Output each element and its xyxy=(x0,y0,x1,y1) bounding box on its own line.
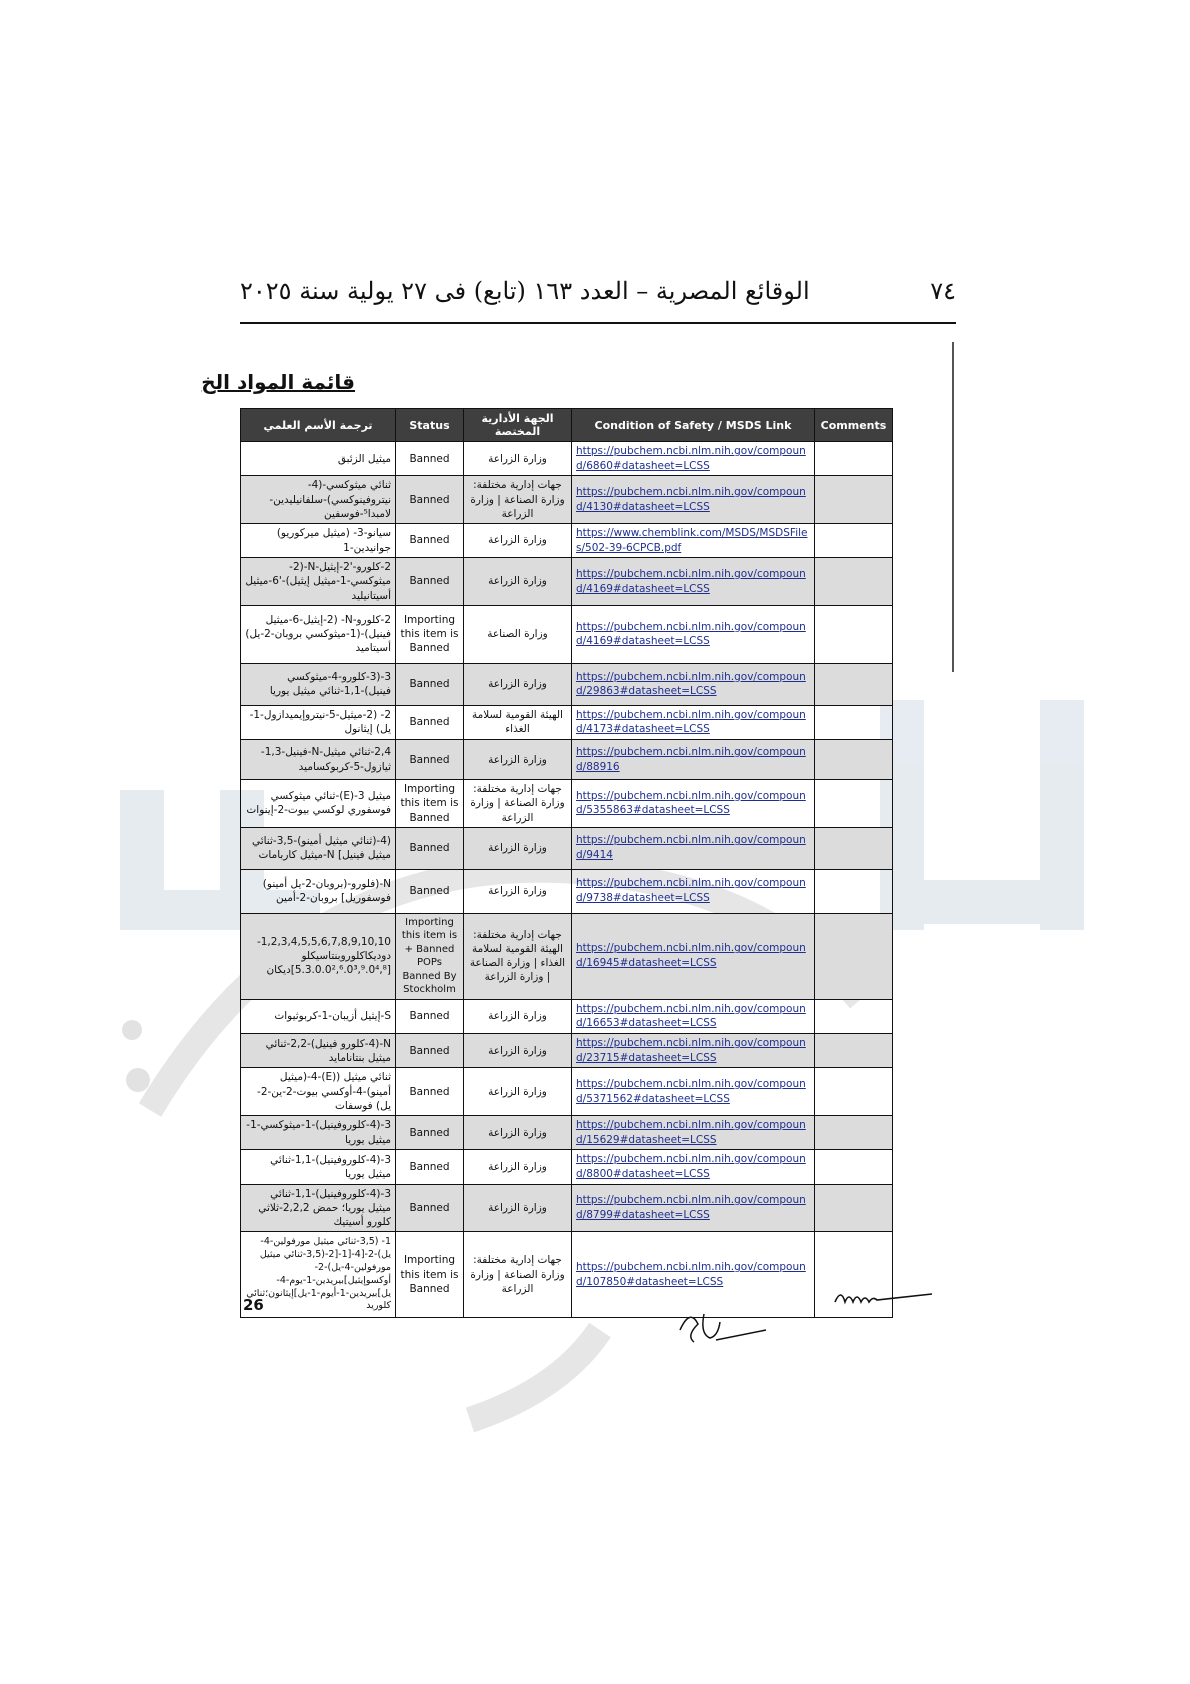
cell-sci-name: ميثيل 3-(E)-ثنائي ميثوكسي فوسفوري لوكسي بيوت-2-إينوات xyxy=(241,780,396,828)
cell-authority: جهات إدارية مختلفة: وزارة الصناعة | وزارة الزراعة xyxy=(464,1232,572,1318)
cell-sci-name: 2,4-ثنائي ميثيل-N-فينيل-1,3-ثيازول-5-كربوكساميد xyxy=(241,740,396,780)
table-row xyxy=(241,780,893,828)
cell-status: Banned xyxy=(396,827,464,869)
cell-comments xyxy=(815,1150,893,1184)
cell-status: Banned xyxy=(396,740,464,780)
cell-authority: جهات إدارية مختلفة: الهيئة القومية لسلامة الغذاء | وزارة الصناعة | وزارة الزراعة xyxy=(464,913,572,999)
table-row xyxy=(241,558,893,606)
cell-status: Banned xyxy=(396,523,464,557)
cell-status: Banned xyxy=(396,1150,464,1184)
cell-sci-name: 3-(3-كلورو-4-ميثوكسي فينيل)-1,1-ثنائي ميثيل يوريا xyxy=(241,663,396,705)
cell-status: Banned xyxy=(396,558,464,606)
cell-comments xyxy=(815,827,893,869)
scan-edge xyxy=(952,342,954,672)
cell-authority: الهيئة القومية لسلامة الغذاء xyxy=(464,705,572,739)
cell-sci-name: N-(فلورو-(بروبان-2-يل أمينو) فوسفوريل] بروبان-2-أمين xyxy=(241,869,396,913)
table-row xyxy=(241,827,893,869)
cell-authority: وزارة الزراعة xyxy=(464,827,572,869)
col-header-comments: Comments xyxy=(815,409,893,442)
table-row xyxy=(241,999,893,1033)
cell-comments xyxy=(815,663,893,705)
cell-status: Importing this item is Banned xyxy=(396,1232,464,1318)
cell-sci-name: 2-كلورو-N- (2-إيثيل-6-ميثيل فينيل)-(1-ميثوكسي بروبان-2-يل) أسيتاميد xyxy=(241,605,396,663)
cell-sci-name: 3-(4-كلوروفينيل)-1-ميثوكسي-1-ميثيل يوريا xyxy=(241,1115,396,1149)
cell-sci-name: 2-كلورو-'2-إيثيل-N-(2-ميثوكسي-1-ميثيل إيثيل)-'6-ميثيل أسيتانيليد xyxy=(241,558,396,606)
cell-authority: وزارة الزراعة xyxy=(464,442,572,476)
table-row xyxy=(241,476,893,524)
cell-comments xyxy=(815,1115,893,1149)
table-header-row xyxy=(241,409,893,442)
cell-comments xyxy=(815,705,893,739)
cell-authority: وزارة الزراعة xyxy=(464,558,572,606)
cell-authority: وزارة الزراعة xyxy=(464,999,572,1033)
footer-page-number: 26 xyxy=(243,1296,264,1314)
cell-authority: وزارة الصناعة xyxy=(464,605,572,663)
cell-comments xyxy=(815,442,893,476)
cell-authority: وزارة الزراعة xyxy=(464,663,572,705)
cell-authority: وزارة الزراعة xyxy=(464,1068,572,1116)
table-row xyxy=(241,1150,893,1184)
cell-msds-link[interactable]: https://pubchem.ncbi.nlm.nih.gov/compound/9414 xyxy=(572,827,815,869)
cell-comments xyxy=(815,605,893,663)
cell-status: Banned xyxy=(396,705,464,739)
table-row xyxy=(241,1232,893,1318)
cell-comments xyxy=(815,1184,893,1232)
cell-msds-link[interactable]: https://pubchem.ncbi.nlm.nih.gov/compound/23715#datasheet=LCSS xyxy=(572,1034,815,1068)
cell-msds-link[interactable]: https://pubchem.ncbi.nlm.nih.gov/compound/4169#datasheet=LCSS xyxy=(572,605,815,663)
table-row xyxy=(241,869,893,913)
cell-status: Banned xyxy=(396,869,464,913)
cell-msds-link[interactable]: https://pubchem.ncbi.nlm.nih.gov/compound/88916 xyxy=(572,740,815,780)
cell-authority: وزارة الزراعة xyxy=(464,869,572,913)
cell-authority: وزارة الزراعة xyxy=(464,1184,572,1232)
table-row xyxy=(241,740,893,780)
cell-msds-link[interactable]: https://pubchem.ncbi.nlm.nih.gov/compound/29863#datasheet=LCSS xyxy=(572,663,815,705)
cell-msds-link[interactable]: https://pubchem.ncbi.nlm.nih.gov/compound/9738#datasheet=LCSS xyxy=(572,869,815,913)
cell-status: Banned xyxy=(396,1184,464,1232)
col-header-authority: الجهة الأدارية المختصة xyxy=(464,409,572,442)
table-row xyxy=(241,1034,893,1068)
table-row xyxy=(241,1115,893,1149)
cell-msds-link[interactable]: https://pubchem.ncbi.nlm.nih.gov/compound/15629#datasheet=LCSS xyxy=(572,1115,815,1149)
cell-sci-name: 2- (2-ميثيل-5-نيتروإيميدازول-1-يل) إيثانول xyxy=(241,705,396,739)
page-header xyxy=(240,272,956,310)
cell-status: Banned xyxy=(396,663,464,705)
table-row xyxy=(241,705,893,739)
col-header-msds-link: Condition of Safety / MSDS Link xyxy=(572,409,815,442)
cell-msds-link[interactable]: https://pubchem.ncbi.nlm.nih.gov/compound/107850#datasheet=LCSS xyxy=(572,1232,815,1318)
table-row xyxy=(241,913,893,999)
signature-mark xyxy=(830,1282,940,1312)
cell-status: Importing this item is + Banned POPs Banned By Stockholm xyxy=(396,913,464,999)
cell-msds-link[interactable]: https://pubchem.ncbi.nlm.nih.gov/compound/16945#datasheet=LCSS xyxy=(572,913,815,999)
cell-msds-link[interactable]: https://pubchem.ncbi.nlm.nih.gov/compound/4169#datasheet=LCSS xyxy=(572,558,815,606)
cell-sci-name: S-إيثيل أزيبان-1-كربوثيوات xyxy=(241,999,396,1033)
list-title: قائمة المواد الخ xyxy=(201,370,355,394)
cell-msds-link[interactable]: https://pubchem.ncbi.nlm.nih.gov/compound/4130#datasheet=LCSS xyxy=(572,476,815,524)
cell-authority: وزارة الزراعة xyxy=(464,523,572,557)
cell-comments xyxy=(815,913,893,999)
table-row xyxy=(241,523,893,557)
header-page-number: ٧٤ xyxy=(930,277,956,305)
cell-authority: جهات إدارية مختلفة: وزارة الصناعة | وزارة الزراعة xyxy=(464,476,572,524)
cell-msds-link[interactable]: https://www.chemblink.com/MSDS/MSDSFiles/502-39-6CPCB.pdf xyxy=(572,523,815,557)
header-rule xyxy=(240,322,956,324)
header-title: الوقائع المصرية – العدد ١٦٣ (تابع) فى ٢٧ يولية سنة ٢٠٢٥ xyxy=(240,277,810,305)
cell-sci-name: 1,2,3,4,5,5,6,7,8,9,10,10-دوديكاكلوروبنتاسيكلو [5.3.0.0²,⁶.0³,⁹.0⁴,⁸]ديكان xyxy=(241,913,396,999)
cell-status: Banned xyxy=(396,442,464,476)
cell-sci-name: (4-(ثنائي ميثيل أمينو)-3,5-ثنائي ميثيل فينيل] N-ميثيل كاربامات xyxy=(241,827,396,869)
cell-authority: وزارة الزراعة xyxy=(464,1034,572,1068)
cell-sci-name: سيانو-3- (ميثيل ميركوريو) جوانيدين-1 xyxy=(241,523,396,557)
cell-status: Banned xyxy=(396,1068,464,1116)
cell-msds-link[interactable]: https://pubchem.ncbi.nlm.nih.gov/compound/5355863#datasheet=LCSS xyxy=(572,780,815,828)
cell-authority: وزارة الزراعة xyxy=(464,1115,572,1149)
cell-sci-name: ثنائي ميثوكسي-(4-نيتروفينوكسي)-سلفانيليدين-لامبدا⁵-فوسفين xyxy=(241,476,396,524)
cell-comments xyxy=(815,999,893,1033)
handwritten-initials xyxy=(672,1300,772,1350)
cell-status: Banned xyxy=(396,1115,464,1149)
cell-comments xyxy=(815,869,893,913)
cell-sci-name: 3-(4-كلوروفينيل)-1,1-ثنائي ميثيل يوريا؛ حمض 2,2,2-ثلاثي كلورو أسيتيك xyxy=(241,1184,396,1232)
cell-status: Banned xyxy=(396,476,464,524)
cell-comments xyxy=(815,558,893,606)
cell-authority: وزارة الزراعة xyxy=(464,740,572,780)
cell-authority: وزارة الزراعة xyxy=(464,1150,572,1184)
cell-authority: جهات إدارية مختلفة: وزارة الصناعة | وزارة الزراعة xyxy=(464,780,572,828)
cell-comments xyxy=(815,476,893,524)
cell-msds-link[interactable]: https://pubchem.ncbi.nlm.nih.gov/compound/5371562#datasheet=LCSS xyxy=(572,1068,815,1116)
cell-status: Importing this item is Banned xyxy=(396,605,464,663)
cell-sci-name: 3-(4-كلوروفينيل)-1,1-ثنائي ميثيل يوريا xyxy=(241,1150,396,1184)
cell-msds-link[interactable]: https://pubchem.ncbi.nlm.nih.gov/compound/16653#datasheet=LCSS xyxy=(572,999,815,1033)
table-row xyxy=(241,605,893,663)
table-row xyxy=(241,663,893,705)
cell-status: Importing this item is Banned xyxy=(396,780,464,828)
cell-comments xyxy=(815,780,893,828)
table-row xyxy=(241,1068,893,1116)
cell-msds-link[interactable]: https://pubchem.ncbi.nlm.nih.gov/compound/6860#datasheet=LCSS xyxy=(572,442,815,476)
cell-status: Banned xyxy=(396,999,464,1033)
cell-comments xyxy=(815,523,893,557)
cell-sci-name: N-(4-كلورو فينيل)-2,2-ثنائي ميثيل بنتانامايد xyxy=(241,1034,396,1068)
cell-status: Banned xyxy=(396,1034,464,1068)
cell-comments xyxy=(815,1034,893,1068)
substances-table xyxy=(240,408,893,1318)
cell-sci-name: ثنائي ميثيل ((E)-4-(ميثيل أمينو)-4-أوكسي بيوت-2-ين-2-يل) فوسفات xyxy=(241,1068,396,1116)
cell-msds-link[interactable]: https://pubchem.ncbi.nlm.nih.gov/compound/8799#datasheet=LCSS xyxy=(572,1184,815,1232)
table-row xyxy=(241,442,893,476)
cell-msds-link[interactable]: https://pubchem.ncbi.nlm.nih.gov/compound/8800#datasheet=LCSS xyxy=(572,1150,815,1184)
table-row xyxy=(241,1184,893,1232)
col-header-sci-name: ترجمة الأسم العلمي xyxy=(241,409,396,442)
col-header-status: Status xyxy=(396,409,464,442)
cell-comments xyxy=(815,740,893,780)
cell-comments xyxy=(815,1068,893,1116)
cell-sci-name: 1- (3,5-ثنائي ميثيل مورفولين-4-يل)-2-[4-[1-[2-(3,5-ثنائي ميثيل مورفولين-4-يل)-2-أوكسوإيثيل]بيريدين-1-يوم-4-يل]بيريدين-1-أيوم-1-يل]إيثانون؛ثنائي كلوريد xyxy=(241,1232,396,1318)
cell-msds-link[interactable]: https://pubchem.ncbi.nlm.nih.gov/compound/4173#datasheet=LCSS xyxy=(572,705,815,739)
cell-sci-name: ميثيل الزئبق xyxy=(241,442,396,476)
